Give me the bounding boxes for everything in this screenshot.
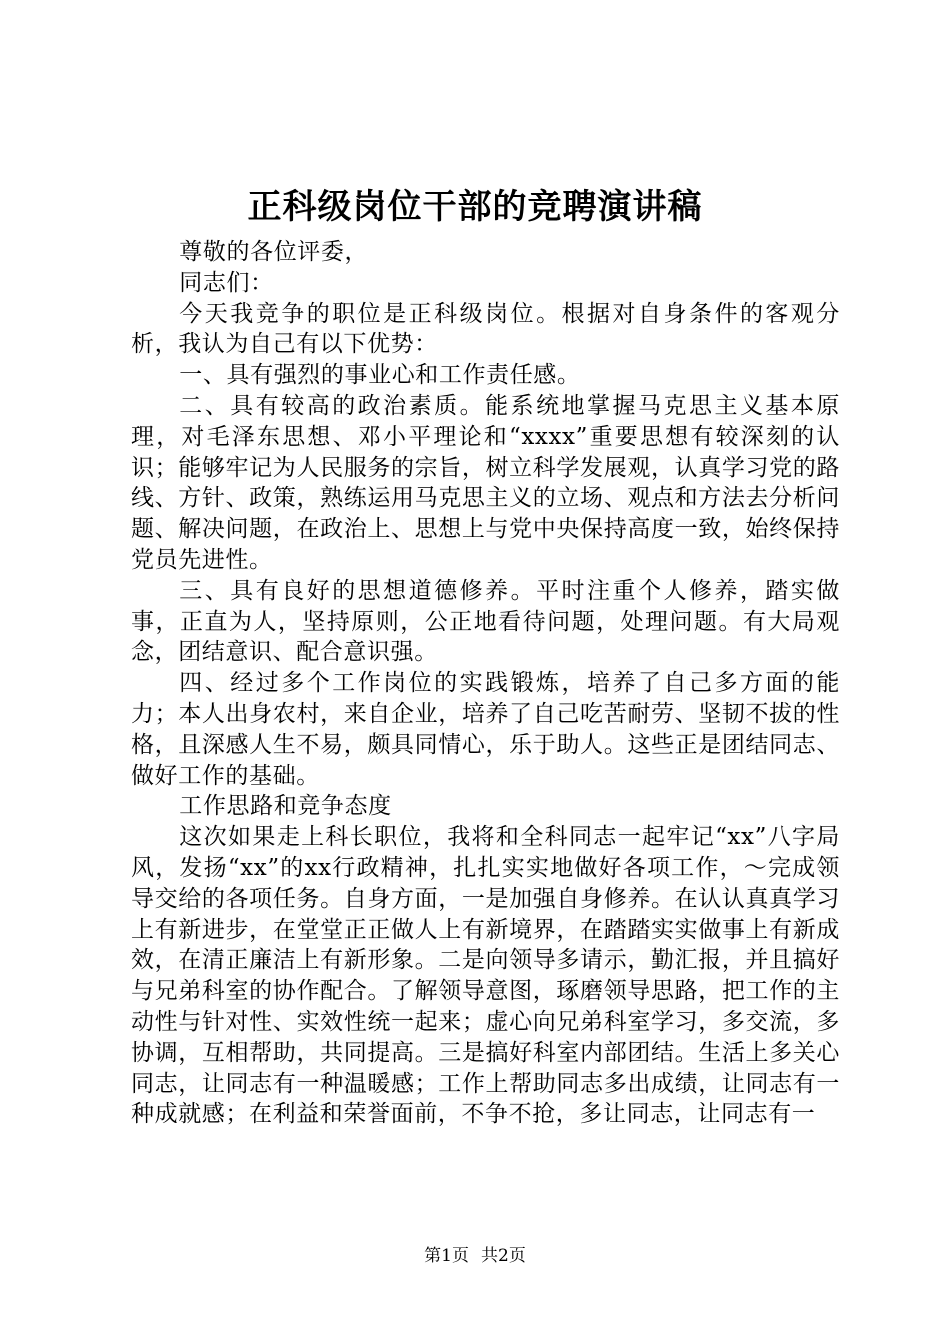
document-body <box>131 237 840 1130</box>
advantage-three: 三、具有良好的思想道德修养。平时注重个人修养，踏实做事，正直为人，坚持原则，公正地看待问题，处理问题。有大局观念，团结意识、配合意识强。 <box>131 577 840 666</box>
page-total: 共2页 <box>481 1246 526 1266</box>
advantage-four: 四、经过多个工作岗位的实践锻炼，培养了自己多方面的能力；本人出身农村，来自企业，培养了自己吃苦耐劳、坚韧不拔的性格，且深感人生不易，颇具同情心，乐于助人。这些正是团结同志、做好工作的基础。 <box>131 670 840 789</box>
page-number: 第1页 <box>424 1246 469 1266</box>
section-heading: 工作思路和竞争态度 <box>179 793 392 820</box>
salutation-comrades: 同志们： <box>179 269 274 296</box>
salutation-judges: 尊敬的各位评委， <box>179 239 369 265</box>
intro-paragraph: 今天我竞争的职位是正科级岗位。根据对自身条件的客观分析，我认为自己有以下优势： <box>131 300 840 358</box>
advantage-one: 一、具有强烈的事业心和工作责任感。 <box>179 362 581 389</box>
page-footer <box>0 1244 950 1268</box>
document-title: 正科级岗位干部的竞聘演讲稿 <box>247 187 703 227</box>
work-plan-paragraph: 这次如果走上科长职位，我将和全科同志一起牢记“xx”八字局风，发扬“xx”的xx行政精神，扎扎实实地做好各项工作，～完成领导交给的各项任务。自身方面，一是加强自身修养。在认认真真学习上有新进步，在堂堂正正做人上有新境界，在踏踏实实做事上有新成效，在清正廉洁上有新形象。二是向领导多请示，勤汇报，并且搞好与兄弟科室的协作配合。了解领导意图，琢磨领导思路，把工作的主动性与针对性、实效性统一起来；虚心向兄弟科室学习，多交流，多协调，互相帮助，共同提高。三是搞好科室内部团结。生活上多关心同志，让同志有一种温暖感；工作上帮助同志多出成绩，让同志有一种成就感；在利益和荣誉面前，不争不抢，多让同志，让同志有一 <box>131 824 840 1128</box>
advantage-two: 二、具有较高的政治素质。能系统地掌握马克思主义基本原理，对毛泽东思想、邓小平理论和“xxxx”重要思想有较深刻的认识；能够牢记为人民服务的宗旨，树立科学发展观，认真学习党的路线、方针、政策，熟练运用马克思主义的立场、观点和方法去分析问题、解决问题，在政治上、思想上与党中央保持高度一致，始终保持党员先进性。 <box>131 392 840 573</box>
